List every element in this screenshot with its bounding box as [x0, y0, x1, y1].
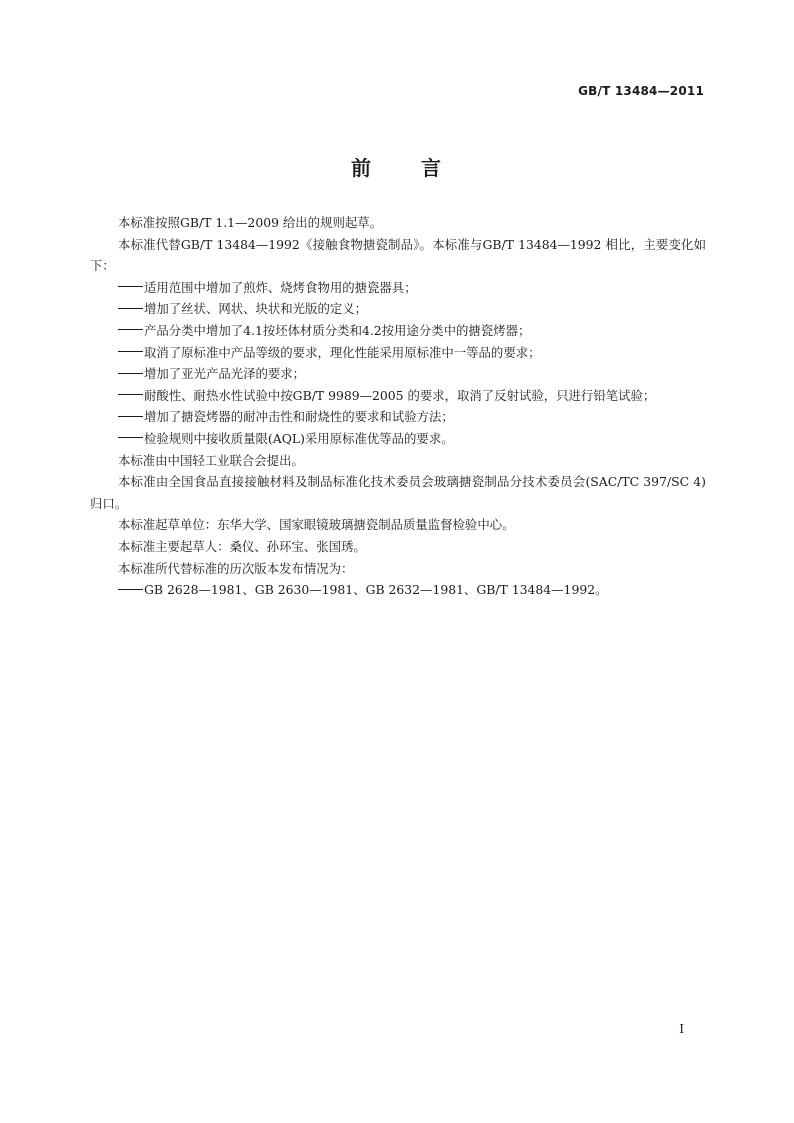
change-item: 增加了丝状、网状、块状和光版的定义； [90, 298, 706, 320]
foreword-body [90, 212, 706, 601]
paragraph-drafters: 本标准主要起草人：桑仪、孙环宝、张国琇。 [118, 538, 366, 554]
paragraph-replaces: 本标准代替GB/T 13484—1992《接触食物搪瓷制品》。本标准与GB/T 13484—1992 相比，主要变化如下： [90, 236, 706, 274]
history-item: GB 2628—1981、GB 2630—1981、GB 2632—1981、GB/T 13484—1992。 [90, 579, 706, 601]
paragraph-centralized-by: 本标准由全国食品直接接触材料及制品标准化技术委员会玻璃搪瓷制品分技术委员会(SAC/TC 397/SC 4)归口。 [90, 474, 706, 511]
paragraph-drafting-units: 本标准起草单位：东华大学、国家眼镜玻璃搪瓷制品质量监督检验中心。 [118, 517, 515, 533]
dash-mark [118, 437, 143, 439]
change-item: 耐酸性、耐热水性试验中按GB/T 9989—2005 的要求，取消了反射试验，只进行铅笔试验； [90, 385, 706, 407]
dash-mark [118, 308, 143, 310]
change-item: 检验规则中接收质量限(AQL)采用原标准优等品的要求。 [90, 428, 706, 450]
paragraph-drafting-rules: 本标准按照GB/T 1.1—2009 给出的规则起草。 [118, 215, 383, 230]
change-item: 取消了原标准中产品等级的要求，理化性能采用原标准中一等品的要求； [90, 342, 706, 364]
dash-mark [118, 351, 143, 353]
change-item: 增加了搪瓷烤器的耐冲击性和耐烧性的要求和试验方法； [90, 406, 706, 428]
title-char-1: 前 [351, 156, 373, 180]
page-title [0, 152, 794, 181]
standard-code: GB/T 13484—2011 [578, 84, 704, 98]
page-number: I [679, 1022, 684, 1036]
dash-mark [118, 416, 143, 418]
paragraph-history-intro: 本标准所代替标准的历次版本发布情况为： [118, 560, 354, 576]
dash-mark [118, 394, 143, 396]
dash-mark [118, 286, 143, 288]
dash-mark [118, 329, 143, 331]
change-item: 适用范围中增加了煎炸、烧烤食物用的搪瓷器具； [90, 277, 706, 299]
dash-mark [118, 373, 143, 375]
dash-mark [118, 589, 143, 591]
change-item: 增加了亚光产品光泽的要求； [90, 363, 706, 385]
change-item: 产品分类中增加了4.1按坯体材质分类和4.2按用途分类中的搪瓷烤器； [90, 320, 706, 342]
paragraph-proposed-by: 本标准由中国轻工业联合会提出。 [118, 452, 304, 468]
title-char-2: 言 [421, 156, 443, 180]
